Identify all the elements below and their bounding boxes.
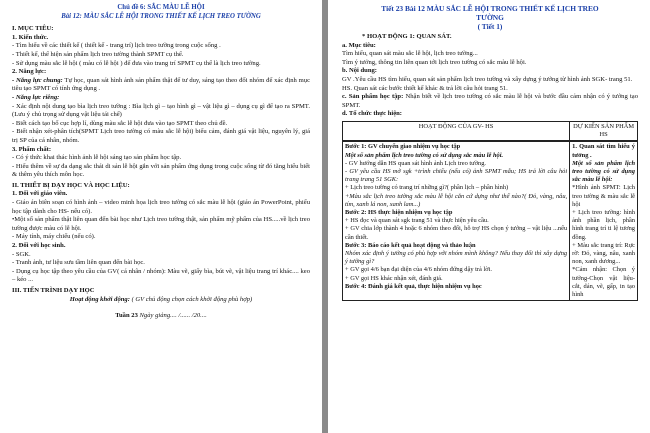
right-page bbox=[328, 0, 650, 433]
step-3: Bước 3: Báo cáo kết quả hoạt động và thảo luận bbox=[345, 241, 476, 249]
step-line: +Màu sắc lịch treo tường sắc màu lễ hội căn cứ dựng như thế nào?( Đỏ, vàng, nâu, tím, xanh lá non, xanh lam...) bbox=[345, 192, 568, 208]
competency-specific-label: - Năng lực riêng: bbox=[12, 93, 60, 101]
period-title-cont: TƯỜNG bbox=[476, 13, 504, 22]
subsection-student: 2. Đối với học sinh. bbox=[12, 242, 66, 250]
section-equipment: II. THIẾT BỊ DẠY HỌC VÀ HỌC LIỆU: bbox=[12, 181, 130, 189]
subsection-competency: 2. Năng lực: bbox=[12, 68, 47, 76]
step-1-sub: Một số sản phẩm lịch treo tường có sử dụng sắc màu lễ hội. bbox=[345, 151, 504, 159]
qualities-line: - Hiểu thêm về sự đa dạng sắc thái di sản lễ hội gắn với sản phẩm ứng dụng trong cuộc sống từ đó tăng hiểu biết & thêm yêu thích môn học. bbox=[12, 162, 310, 179]
left-page bbox=[0, 0, 322, 433]
step-line: Nhóm xác định ý tưởng có phù hợp với nhóm mình không? Nếu thay đổi thì xây dựng ý tưởng gì? bbox=[345, 249, 568, 266]
student-line: - SGK. bbox=[12, 250, 31, 258]
content-line: GV .Yêu cầu HS tìm hiểu, quan sát sản phẩm lịch treo tường và xây dựng ý tưởng từ hình ảnh SGK- trang 51. bbox=[342, 75, 633, 83]
competency-line: - Xác định nội dung tạo bìa lịch treo tường : Bìa lịch gì – tạo hình gì – vật liệu gì – dụng cụ gì để tạo ra SPMT. (Lưu ý chủ trọng sử dụng vật liệu tái chế) bbox=[12, 102, 310, 119]
objective-line: Tìm hiểu, quan sát màu sắc lễ hội, lịch treo tường... bbox=[342, 50, 478, 58]
step-1: Bước 1: GV chuyển giao nhiệm vụ học tập bbox=[345, 143, 461, 151]
step-line: + Lịch treo tường có trang trí những gì?( phần lịch – phần hình) bbox=[345, 184, 509, 192]
teacher-line: - Giáo án biên soạn có hình ảnh – video minh họa lịch treo tường có sắc màu lễ hội (giáo án PowerPoint, phiếu học tập dành cho HS- nếu có). bbox=[12, 199, 310, 215]
activity-table bbox=[342, 121, 638, 301]
topic-title: Chủ đề 6: SẮC MÀU LỄ HỘI bbox=[117, 4, 205, 11]
subsection-teacher: 1. Đối với giáo viên. bbox=[12, 190, 68, 198]
week-footer: Tuần 23 Ngày giảng.... /...... /20.... bbox=[115, 312, 207, 320]
subsection-knowledge: 1. Kiến thức. bbox=[12, 33, 49, 41]
period-title: Tiết 23 Bài 12 MÀU SẮC LỄ HỘI TRONG THIẾT KẾ LỊCH TREO bbox=[381, 4, 599, 13]
qualities-line: - Có ý thức khai thác hình ảnh lễ hội sáng tạo sản phẩm học tập. bbox=[12, 154, 182, 162]
student-line: - Dụng cụ học tập theo yêu cầu của GV( cá nhân / nhóm): Màu vẽ, giấy bìa, bút vẽ, vật liệu trang trí khác.... keo – kéo ... bbox=[12, 267, 310, 284]
step-line: - GV yêu cầu HS mở sgk +trình chiếu (nếu có) ảnh SPMT mẫu; HS trả lời câu hỏi trang trang 51 SGK: bbox=[345, 167, 568, 184]
expected-line: *Cảm nhận: Chọn ý tưởng-Chọn vật liệu- cắt, dán, vẽ, gấp, in tạo hình bbox=[572, 266, 635, 298]
knowledge-line: - Tìm hiểu về các thiết kế ( thiết kế - trang trí) lịch treo tường trong cuộc sống . bbox=[12, 42, 221, 50]
table-header-expected: DỰ KIẾN SẢN PHẨM HS bbox=[570, 121, 638, 141]
step-line: + GV chia lớp thành 4 hoặc 6 nhóm theo đối, hỗ trợ HS chọn ý tưởng – vật liệu ...nếu cần thiết. bbox=[345, 225, 568, 241]
competency-general: - Năng lực chung: Tự học, quan sát hình ảnh sản phẩm thật để tư duy, sáng tạo theo đối nhóm để xác định mục tiêu tạo SPMT có tính ứng dụng . bbox=[12, 76, 311, 93]
product-line: c. Sản phẩm học tập: Nhận biết về lịch treo tường có sắc màu lễ hội và bước đầu cảm nhận có ý tưởng tạo SPMT. bbox=[342, 93, 639, 109]
content-label: b. Nội dung: bbox=[342, 67, 377, 75]
expected-line: Một số sản phẩm lịch treo tường có sử dụng sắc màu lễ hội: bbox=[572, 159, 635, 184]
expected-line: *Hình ảnh SPMT: Lịch treo tường & màu sắc lễ hội bbox=[572, 184, 635, 208]
table-header-activity: HOẠT ĐỘNG CỦA GV- HS bbox=[343, 121, 570, 141]
step-line: + GV gọi HS khác nhận xét, đánh giá. bbox=[345, 274, 443, 282]
subsection-qualities: 3. Phẩm chất: bbox=[12, 145, 52, 153]
content-line: HS. Quan sát các bước thiết kế khác & trả lời câu hỏi trang 51. bbox=[342, 84, 508, 92]
section-objectives: I. MỤC TIÊU: bbox=[12, 25, 54, 33]
activity-cell bbox=[343, 141, 570, 300]
step-4: Bước 4: Đánh giá kết quả, thực hiện nhiệm vụ học bbox=[345, 282, 482, 290]
competency-line: - Biết nhận xét-phân tích(SPMT Lịch treo tường có màu sắc lễ hội) biểu cảm, đánh giá vật liệu, nguyên lý, giá trị SP của cá nhân, nhóm. bbox=[12, 128, 310, 144]
step-2: Bước 2: HS thực hiện nhiệm vụ học tập bbox=[345, 208, 453, 216]
organize-label: d. Tổ chức thực hiện: bbox=[342, 110, 402, 118]
student-line: - Tranh ảnh, tư liệu sưu tầm liên quan đến bài học. bbox=[12, 259, 145, 267]
section-process: III. TIẾN TRÌNH DẠY HỌC bbox=[12, 287, 95, 294]
warmup-line: Hoạt động khởi động: ( GV chủ động chọn cách khởi động phù hợp) bbox=[69, 295, 253, 303]
period-number: ( Tiết 1) bbox=[477, 22, 503, 31]
step-line: - GV hướng dẫn HS quan sát hình ảnh Lịch treo tường. bbox=[345, 159, 487, 167]
objective-line: Tìm ý tưởng, thông tin liên quan tới lịch treo tường có sắc màu lễ hội. bbox=[342, 58, 527, 66]
knowledge-line: - Sử dụng màu sắc lễ hội ( màu có lễ hội ) để đưa vào trang trí SPMT cụ thể là lịch treo tường. bbox=[12, 59, 261, 67]
expected-line: + Màu sắc trang trí: Rực rỡ: Đỏ, vàng, nâu, xanh non, xanh dương... bbox=[572, 241, 635, 266]
teacher-line: - Máy tính, máy chiếu (nếu có). bbox=[12, 233, 96, 241]
step-line: + GV gọi 4/6 bạn đại diện của 4/6 nhóm đứng dậy trả lời. bbox=[345, 266, 492, 274]
teacher-line: •Một số sản phẩm thật liên quan đến bài học như Lịch treo tường thật, sản phẩm mỹ phẩm của HS.....về lịch treo tường được màu có lễ hội. bbox=[12, 216, 310, 232]
competency-line: - Biết cách tạo bố cục hợp lí, dùng màu sắc lễ hội đưa vào tạo SPMT theo chủ đề. bbox=[12, 119, 228, 127]
objective-label: a. Mục tiêu: bbox=[342, 41, 376, 49]
knowledge-line: - Thiết kế, thể hiện sản phẩm lịch treo tường thành SPMT cụ thể. bbox=[12, 50, 184, 58]
expected-line: 1. Quan sát tìm hiểu ý tưởng . bbox=[572, 143, 635, 159]
lesson-title: Bài 12: MÀU SẮC LỄ HỘI TRONG THIẾT KẾ LỊCH TREO TƯỜNG bbox=[61, 12, 261, 20]
expected-cell bbox=[570, 141, 638, 300]
step-line: + HS đọc và quan sát sgk trang 51 và thực hiện yêu cầu. bbox=[345, 217, 489, 225]
expected-line: + Lịch treo tường: hình ảnh phần lịch, phần hình trang trí ti lệ tương đồng. bbox=[572, 208, 635, 241]
activity-heading: * HOẠT ĐỘNG 1: QUAN SÁT. bbox=[362, 33, 452, 40]
